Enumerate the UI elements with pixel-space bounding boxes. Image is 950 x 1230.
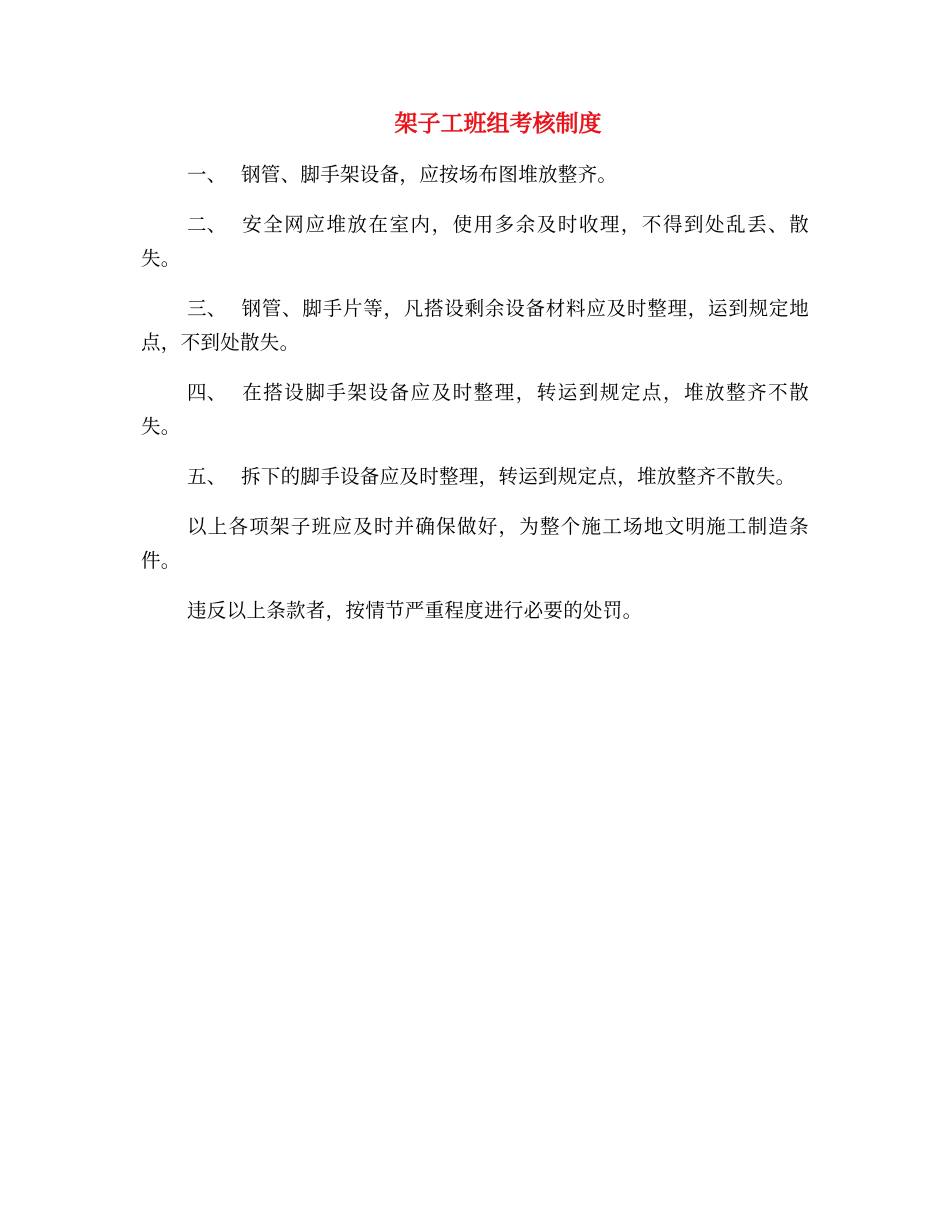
- clause-1: [141, 158, 809, 192]
- document-title: 架子工班组考核制度: [394, 110, 602, 137]
- closing-paragraph-2: 违反以上条款者，按情节严重程度进行必要的处罚。: [187, 599, 643, 622]
- clause-text: 拆下的脚手设备应及时整理，转运到规定点，堆放整齐不散失。: [241, 465, 796, 488]
- clause-text: 钢管、脚手架设备，应按场布图堆放整齐。: [241, 163, 618, 186]
- closing-paragraph-1: 以上各项架子班应及时并确保做好，为整个施工场地文明施工制造条件。: [141, 515, 809, 572]
- clause-text: 钢管、脚手片等，凡搭设剩余设备材料应及时整理，运到规定地点，不到处散失。: [141, 297, 809, 354]
- document-body: [141, 158, 809, 644]
- clause-number: 五、: [187, 465, 227, 488]
- clause-number: 三、: [187, 297, 227, 320]
- clause-2: [141, 208, 809, 276]
- clause-number: 一、: [187, 163, 227, 186]
- clause-number: 四、: [187, 381, 227, 404]
- clause-number: 二、: [187, 213, 227, 236]
- clause-text: 在搭设脚手架设备应及时整理，转运到规定点，堆放整齐不散失。: [141, 381, 809, 438]
- clause-text: 安全网应堆放在室内，使用多余及时收理，不得到处乱丢、散失。: [141, 213, 809, 270]
- clause-3: [141, 292, 809, 360]
- clause-4: [141, 376, 809, 444]
- clause-5: [141, 460, 809, 494]
